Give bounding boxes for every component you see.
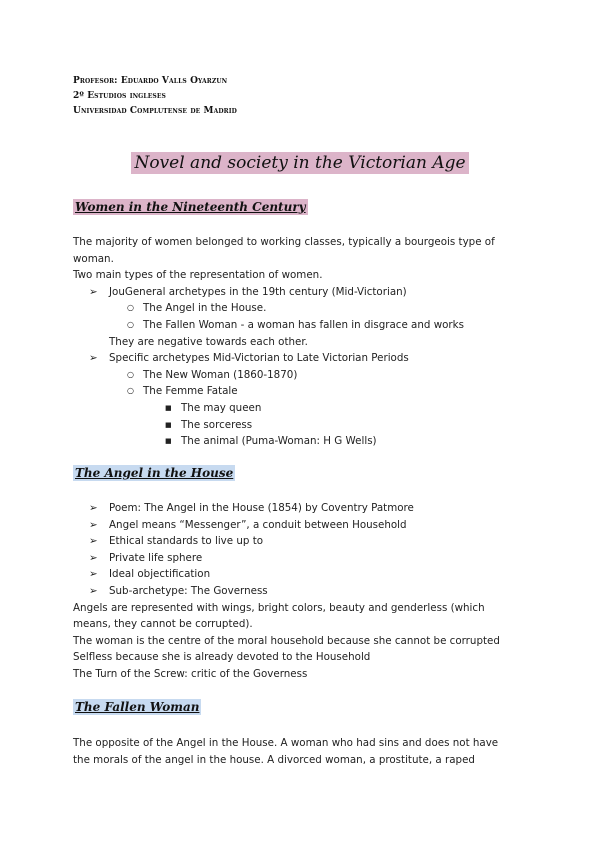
page-title: Novel and society in the Victorian Age xyxy=(131,152,468,174)
list-item-text: The Femme Fatale xyxy=(143,385,238,398)
list-item xyxy=(73,284,533,301)
list-item xyxy=(73,300,533,317)
list-item-text: Ethical standards to live up to xyxy=(109,535,264,548)
list-item xyxy=(73,317,533,334)
circle-bullet-icon: ○ xyxy=(127,319,134,329)
list-item xyxy=(73,400,533,417)
list-item xyxy=(73,367,533,384)
section-heading-women: Women in the Nineteenth Century xyxy=(75,200,306,214)
list-item-text: Ideal objectification xyxy=(109,568,211,581)
list-item xyxy=(73,566,533,583)
list-item xyxy=(73,433,533,450)
list-item-text: The sorceress xyxy=(181,418,253,431)
paragraph-line: The woman is the centre of the moral household because she cannot be corrupted xyxy=(73,634,500,647)
list-item-text: Poem: The Angel in the House (1854) by Coventry Patmore xyxy=(109,502,414,514)
paragraph-line: The majority of women belonged to working classes, typically a bourgeois type of xyxy=(73,236,495,248)
list-item xyxy=(73,350,533,367)
arrow-bullet-icon: ➢ xyxy=(89,584,98,597)
square-bullet-icon: ■ xyxy=(165,403,172,412)
section-women-body xyxy=(73,234,533,450)
section-heading-fallen: The Fallen Woman xyxy=(75,700,200,714)
arrow-bullet-icon: ➢ xyxy=(89,535,98,548)
arrow-bullet-icon: ➢ xyxy=(89,352,98,365)
list-item-text: The Fallen Woman - a woman has fallen in disgrace and works xyxy=(143,318,464,331)
list-item-text: JouGeneral archetypes in the 19th century (Mid-Victorian) xyxy=(109,285,407,298)
course-line: 2º Estudios ingleses xyxy=(73,91,166,101)
list-item xyxy=(73,583,533,600)
paragraph-line: The opposite of the Angel in the House. A woman who had sins and does not have xyxy=(73,737,499,749)
paragraph-line: means, they cannot be corrupted). xyxy=(73,618,253,631)
list-item-text: The New Woman (1860-1870) xyxy=(143,368,298,381)
paragraph-line: woman. xyxy=(73,252,114,265)
paragraph-line: the morals of the angel in the house. A divorced woman, a prostitute, a raped xyxy=(73,753,475,766)
circle-bullet-icon: ○ xyxy=(127,386,134,396)
page-title-wrap xyxy=(0,153,600,173)
university-line: Universidad Complutense de Madrid xyxy=(73,106,237,116)
section-angel-body xyxy=(73,500,533,683)
paragraph-line: Angels are represented with wings, bright colors, beauty and genderless (which xyxy=(73,601,485,614)
square-bullet-icon: ■ xyxy=(165,437,172,446)
circle-bullet-icon: ○ xyxy=(127,369,134,379)
paragraph-line: The Turn of the Screw: critic of the Governess xyxy=(73,667,308,680)
list-item xyxy=(73,500,533,517)
list-item xyxy=(73,550,533,567)
square-bullet-icon: ■ xyxy=(165,420,172,429)
list-item-text: The animal (Puma-Woman: H G Wells) xyxy=(181,435,377,448)
list-item xyxy=(73,417,533,434)
list-item-text: Sub-archetype: The Governess xyxy=(109,584,268,597)
list-item xyxy=(73,383,533,400)
section-heading-angel: The Angel in the House xyxy=(75,466,234,480)
list-item xyxy=(73,533,533,550)
list-item-text: Private life sphere xyxy=(109,551,203,564)
arrow-bullet-icon: ➢ xyxy=(89,551,98,564)
arrow-bullet-icon: ➢ xyxy=(89,518,98,531)
professor-line: Profesor: Eduardo Valls Oyarzun xyxy=(73,76,228,86)
paragraph-line: Selfless because she is already devoted to the Household xyxy=(73,651,371,664)
list-item-text: Specific archetypes Mid-Victorian to Late Victorian Periods xyxy=(109,352,409,365)
arrow-bullet-icon: ➢ xyxy=(89,502,98,514)
list-item-text: Angel means “Messenger”, a conduit between Household xyxy=(109,518,407,531)
section-fallen-body xyxy=(73,735,533,768)
list-item xyxy=(73,517,533,534)
arrow-bullet-icon: ➢ xyxy=(89,285,98,298)
circle-bullet-icon: ○ xyxy=(127,303,134,313)
paragraph-line: Two main types of the representation of women. xyxy=(73,269,323,282)
arrow-bullet-icon: ➢ xyxy=(89,568,98,581)
list-item-text: The may queen xyxy=(181,401,262,414)
header-block xyxy=(73,74,237,119)
list-note: They are negative towards each other. xyxy=(109,335,308,348)
list-item-text: The Angel in the House. xyxy=(143,302,267,315)
